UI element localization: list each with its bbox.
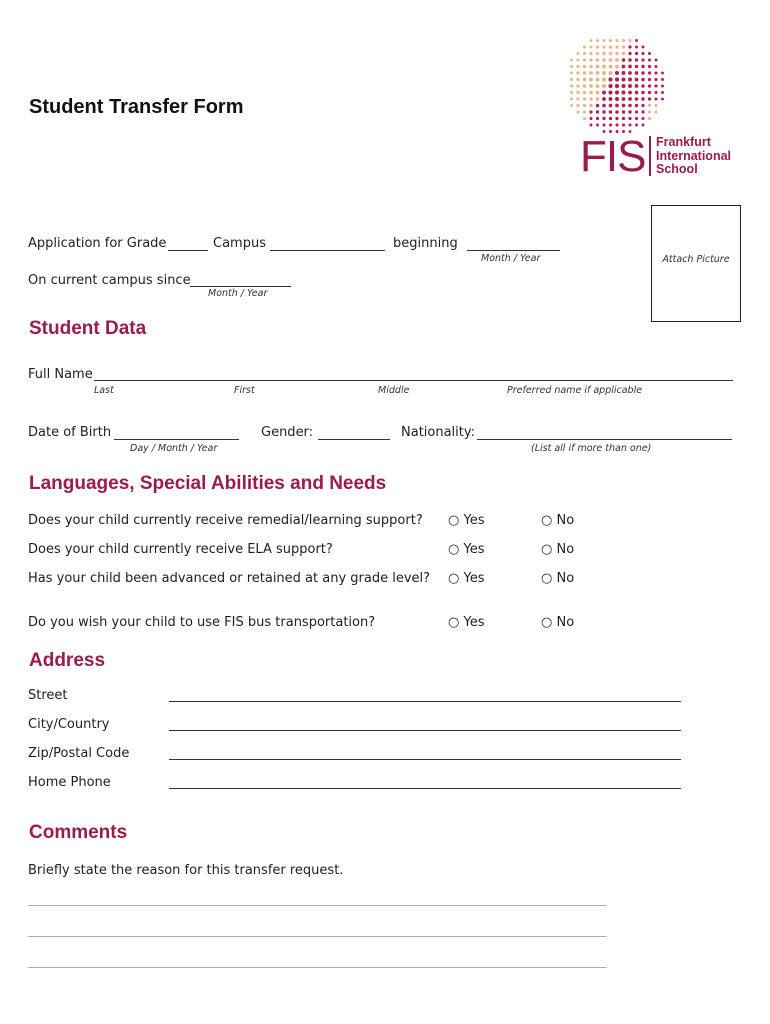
gender-label: Gender: (261, 425, 314, 440)
globe-dot (661, 72, 664, 75)
photo-box-label: Attach Picture (662, 254, 730, 265)
globe-dot (648, 97, 651, 100)
globe-dot (609, 104, 613, 108)
globe-dot (615, 90, 619, 94)
globe-dot (609, 123, 612, 126)
globe-dot (609, 65, 613, 69)
globe-dot (576, 104, 579, 107)
globe-dot (602, 58, 606, 62)
dob-field[interactable] (114, 439, 239, 440)
globe-dot (583, 78, 586, 81)
comment-line-2[interactable]: ________________________________________________________________________________________________ (28, 924, 607, 937)
globe-dot (596, 110, 599, 113)
globe-dot (628, 123, 631, 126)
globe-dot (596, 123, 599, 126)
globe-dot (583, 91, 586, 94)
globe-dot (628, 52, 631, 55)
globe-dot (654, 65, 657, 68)
languages-heading: Languages, Special Abilities and Needs (29, 473, 387, 494)
globe-dot (641, 91, 645, 95)
globe-dot (602, 117, 605, 120)
city-country-label: City/Country (28, 717, 110, 732)
globe-dot (615, 52, 618, 55)
globe-dot (577, 52, 580, 55)
globe-dot (576, 91, 579, 94)
bus-yes-radio[interactable]: ○ Yes (448, 615, 485, 630)
globe-dot (648, 110, 651, 113)
globe-dot (589, 97, 593, 101)
globe-dot (628, 65, 632, 69)
nationality-hint: (List all if more than one) (531, 443, 652, 454)
globe-dot (583, 65, 586, 68)
globe-dot (661, 98, 664, 101)
question-advanced: Has your child been advanced or retained at any grade level? (28, 571, 431, 586)
globe-dot (654, 78, 657, 81)
globe-dot (596, 52, 599, 55)
globe-dot (589, 78, 593, 82)
globe-dot (648, 58, 651, 61)
globe-dot (589, 65, 592, 68)
globe-dot (589, 58, 592, 61)
question-bus: Do you wish your child to use FIS bus transportation? (28, 615, 376, 630)
globe-dot (622, 39, 625, 42)
globe-dot (635, 84, 639, 88)
logo-name-line-3: School (656, 162, 698, 176)
globe-dot (622, 52, 625, 55)
globe-dot (608, 90, 612, 94)
globe-dot (654, 91, 657, 94)
globe-dot (609, 52, 612, 55)
globe-dot (608, 84, 612, 88)
globe-dot (628, 84, 632, 88)
globe-dot (583, 104, 586, 107)
globe-dot (655, 59, 658, 62)
globe-dot (635, 104, 638, 107)
globe-dot (622, 117, 625, 120)
globe-dot (609, 39, 612, 42)
globe-dot (655, 104, 658, 107)
globe-dot (570, 91, 573, 94)
globe-dot (648, 84, 651, 87)
globe-dot (609, 117, 612, 120)
globe-dot (602, 84, 606, 88)
globe-dot (635, 78, 639, 82)
globe-dot (641, 104, 644, 107)
globe-dot (635, 71, 639, 75)
globe-dot (628, 45, 631, 48)
full-name-field[interactable] (94, 380, 733, 381)
globe-dot (602, 110, 605, 113)
globe-dot (622, 45, 625, 48)
globe-dot (615, 65, 619, 69)
globe-dot (590, 39, 593, 42)
dob-label: Date of Birth (28, 425, 112, 440)
comments-prompt: Briefly state the reason for this transfer request. (28, 863, 344, 878)
globe-dot (641, 117, 644, 120)
globe-dot (615, 110, 619, 114)
photo-box[interactable] (651, 205, 741, 322)
globe-dot (608, 77, 612, 81)
globe-dot (596, 39, 599, 42)
dob-hint: Day / Month / Year (130, 443, 218, 454)
ela-yes-radio[interactable]: ○ Yes (448, 542, 485, 557)
nationality-label: Nationality: (401, 425, 476, 440)
globe-dot (609, 97, 613, 101)
globe-dot (583, 71, 586, 74)
comment-line-1[interactable]: ________________________________________________________________________________________________ (28, 893, 607, 906)
globe-dot (590, 124, 593, 127)
logo-fis-text: FIS (580, 132, 646, 181)
logo-name-line-1: Frankfurt (656, 135, 711, 149)
globe-dot (602, 52, 605, 55)
globe-dot (621, 90, 625, 94)
globe-dot (642, 124, 645, 127)
since-hint: Month / Year (208, 288, 268, 299)
globe-dot (641, 65, 644, 68)
name-hint-preferred: Preferred name if applicable (507, 385, 643, 396)
globe-dot (577, 111, 580, 114)
globe-dot (615, 39, 618, 42)
comment-line-3[interactable]: ________________________________________________________________________________________________ (28, 955, 607, 968)
logo-divider (649, 136, 651, 176)
globe-dot (576, 78, 579, 81)
logo-school-name (656, 136, 731, 177)
globe-dot (589, 71, 593, 75)
zip-field[interactable] (169, 759, 681, 760)
globe-dot (596, 117, 599, 120)
globe-dot (596, 65, 600, 69)
name-hint-middle: Middle (378, 385, 410, 396)
logo-name-line-2: International (656, 148, 732, 163)
since-label: On current campus since (28, 273, 191, 288)
globe-dot (602, 91, 606, 95)
full-name-label: Full Name (28, 367, 93, 382)
globe-dot (583, 97, 586, 100)
globe-dot (583, 110, 586, 113)
globe-icon (560, 32, 670, 142)
globe-dot (596, 104, 600, 108)
globe-dot (628, 58, 632, 62)
globe-dot (589, 104, 592, 107)
globe-dot (628, 97, 632, 101)
globe-dot (622, 123, 625, 126)
globe-dot (576, 58, 579, 61)
ela-no-radio[interactable]: ○ No (541, 542, 575, 557)
globe-dot (615, 71, 619, 75)
globe-dot (589, 84, 593, 88)
globe-dot (641, 58, 644, 61)
bus-no-radio[interactable]: ○ No (541, 615, 575, 630)
campus-label: Campus (213, 236, 266, 251)
gender-field[interactable] (318, 439, 390, 440)
globe-dot (570, 98, 573, 101)
globe-dot (583, 58, 586, 61)
grade-label: Application for Grade (28, 236, 167, 251)
globe-dot (628, 71, 632, 75)
globe-dot (615, 97, 619, 101)
globe-dot (628, 104, 632, 108)
globe-dot (583, 46, 586, 49)
remedial-no-radio[interactable]: ○ No (541, 513, 575, 528)
globe-dot (648, 65, 651, 68)
street-label: Street (28, 688, 68, 703)
globe-dot (602, 123, 605, 126)
globe-dot (596, 45, 599, 48)
globe-dot (602, 104, 606, 108)
globe-dot (609, 110, 613, 114)
globe-dot (570, 104, 573, 107)
globe-dot (589, 52, 592, 55)
globe-dot (635, 124, 638, 127)
globe-dot (615, 117, 618, 120)
globe-dot (596, 58, 599, 61)
globe-dot (615, 77, 619, 81)
globe-dot (655, 111, 658, 114)
globe-dot (648, 91, 651, 94)
globe-dot (602, 97, 606, 101)
page-title: Student Transfer Form (29, 96, 244, 118)
globe-dot (602, 45, 605, 48)
globe-dot (570, 78, 573, 81)
globe-dot (629, 39, 632, 42)
globe-dot (615, 58, 619, 62)
globe-dot (609, 45, 612, 48)
advanced-yes-radio[interactable]: ○ Yes (448, 571, 485, 586)
globe-dot (641, 78, 645, 82)
globe-dot (622, 71, 626, 75)
globe-dot (661, 85, 664, 88)
globe-dot (570, 59, 573, 62)
globe-dot (661, 78, 664, 81)
beginning-hint: Month / Year (481, 253, 541, 264)
globe-dot (635, 45, 638, 48)
globe-dot (654, 71, 657, 74)
globe-dot (628, 91, 632, 95)
beginning-label: beginning (393, 236, 458, 251)
globe-dot (635, 65, 639, 69)
globe-dot (648, 52, 651, 55)
globe-dot (622, 104, 626, 108)
beginning-field[interactable] (467, 250, 560, 251)
globe-dot (609, 58, 613, 62)
school-logo (560, 32, 750, 182)
globe-dot (621, 84, 625, 88)
globe-dot (654, 97, 657, 100)
name-hint-first: First (234, 385, 255, 396)
globe-dot (602, 39, 605, 42)
globe-dot (621, 77, 625, 81)
globe-dot (628, 117, 631, 120)
globe-dot (615, 104, 619, 108)
globe-dot (661, 91, 664, 94)
globe-dot (596, 78, 600, 82)
globe-dot (570, 65, 573, 68)
nationality-field[interactable] (477, 439, 732, 440)
globe-dot (576, 84, 579, 87)
globe-dot (602, 77, 606, 81)
globe-dot (654, 84, 657, 87)
globe-dot (648, 71, 651, 74)
globe-dot (583, 84, 586, 87)
globe-dot (635, 52, 638, 55)
globe-dot (635, 117, 638, 120)
advanced-no-radio[interactable]: ○ No (541, 571, 575, 586)
globe-dot (642, 46, 645, 49)
question-ela: Does your child currently receive ELA support? (28, 542, 333, 557)
globe-dot (648, 117, 651, 120)
globe-dot (615, 45, 618, 48)
globe-dot (608, 71, 612, 75)
globe-dot (583, 117, 586, 120)
globe-dot (570, 71, 573, 74)
globe-dot (570, 84, 573, 87)
globe-dot (602, 71, 606, 75)
globe-dot (615, 84, 619, 88)
since-field[interactable] (190, 286, 291, 287)
address-heading: Address (29, 650, 106, 671)
street-field[interactable] (169, 701, 681, 702)
globe-dot (596, 84, 600, 88)
globe-dot (576, 97, 579, 100)
globe-dot (589, 45, 592, 48)
globe-dot (635, 97, 639, 101)
globe-dot (628, 110, 631, 113)
globe-dot (622, 65, 626, 69)
globe-dot (628, 78, 632, 82)
globe-dot (641, 110, 644, 113)
name-hint-last: Last (94, 385, 114, 396)
globe-dot (648, 78, 651, 81)
globe-dot (641, 71, 644, 74)
city-country-field[interactable] (169, 730, 681, 731)
globe-dot (589, 117, 592, 120)
globe-dot (576, 65, 579, 68)
globe-dot (635, 39, 638, 42)
globe-dot (596, 71, 600, 75)
question-remedial: Does your child currently receive remedial/learning support? (28, 513, 423, 528)
globe-dot (622, 58, 626, 62)
globe-dot (641, 84, 645, 88)
globe-dot (635, 58, 638, 61)
globe-dot (596, 91, 600, 95)
globe-dot (622, 110, 626, 114)
globe-dot (641, 52, 644, 55)
globe-dot (641, 97, 644, 100)
globe-dot (576, 71, 579, 74)
campus-field[interactable] (270, 250, 385, 251)
globe-dot (596, 97, 600, 101)
globe-dot (583, 52, 586, 55)
home-phone-label: Home Phone (28, 775, 111, 790)
globe-dot (615, 123, 618, 126)
globe-dot (635, 91, 639, 95)
globe-dot (602, 65, 606, 69)
globe-dot (622, 97, 626, 101)
remedial-yes-radio[interactable]: ○ Yes (448, 513, 485, 528)
student-data-heading: Student Data (29, 318, 147, 339)
grade-field[interactable] (168, 250, 208, 251)
comments-heading: Comments (29, 822, 128, 843)
globe-dot (635, 110, 638, 113)
globe-dot (648, 104, 651, 107)
home-phone-field[interactable] (169, 788, 681, 789)
zip-label: Zip/Postal Code (28, 746, 130, 761)
globe-dot (589, 110, 592, 113)
globe-dot (589, 91, 593, 95)
